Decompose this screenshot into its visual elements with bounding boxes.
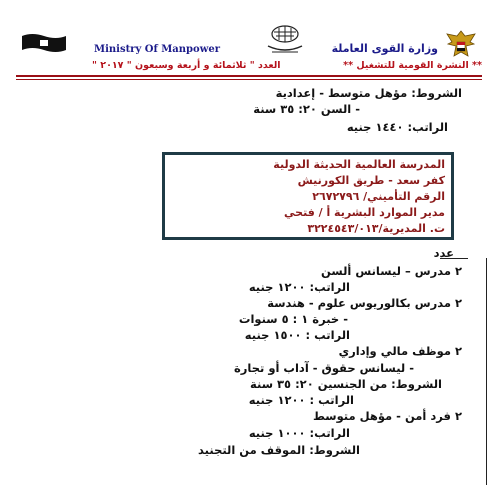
ministry-emblem-icon <box>262 20 308 60</box>
job-security-guard-conditions: الشروط: الموقف من التجنيد <box>198 443 360 457</box>
count-column-header: عدد <box>433 246 454 260</box>
job-finance-admin-conditions: الشروط: من الجنسين ٢٠: ٣٥ سنة <box>250 377 442 391</box>
employer-hr-manager: مدير الموارد البشرية أ / فتحي <box>284 206 445 219</box>
employer-info-box <box>162 152 454 240</box>
employer-address: كفر سعد - طريق الكورنيش <box>297 174 445 187</box>
issue-number: العدد " ثلاثمائة و أربعة وسبعون " ٢٠١٧ " <box>92 60 281 71</box>
header-divider-thin <box>16 79 482 80</box>
job-finance-admin: ٢ موظف مالي وإداري <box>338 344 462 358</box>
employer-insurance-number: الرقم التأميني/ ٢٦٧٢٧٩٦ <box>312 190 445 203</box>
job-teacher-languages: ٢ مدرس – ليسانس ألسن <box>321 264 462 278</box>
first-ad-conditions: الشروط: مؤهل متوسط - إعدادية <box>275 86 462 100</box>
first-ad-age: - السن ٢٠: ٣٥ سنة <box>253 102 360 116</box>
egypt-eagle-icon <box>444 28 478 60</box>
job-teacher-languages-salary: الراتب: ١٢٠٠ جنيه <box>248 280 350 294</box>
ministry-name-english: Ministry Of Manpower <box>94 44 220 55</box>
job-security-guard-salary: الراتب: ١٠٠٠ جنيه <box>248 426 350 440</box>
first-ad-salary: الراتب: ١٤٤٠ جنيه <box>346 120 448 134</box>
count-header-underline <box>440 258 468 259</box>
page-right-border <box>486 258 487 485</box>
job-finance-admin-qualification: - ليسانس حقوق - آداب أو تجارة <box>234 361 414 375</box>
job-finance-admin-salary: الراتب : ١٢٠٠ جنيه <box>248 393 354 407</box>
job-security-guard: ٢ فرد أمن - مؤهل متوسط <box>312 409 462 423</box>
job-teacher-science-salary: الراتب : ١٥٠٠ جنيه <box>244 328 350 342</box>
employer-name: المدرسة العالمية الحديثة الدولية <box>273 158 445 171</box>
job-teacher-science-experience: - خبرة ١ : ٥ سنوات <box>238 312 348 326</box>
ministry-name-arabic: وزارة القوى العاملة <box>331 42 438 55</box>
bulletin-title: ** النشرة القومية للتشغيل ** <box>343 60 482 71</box>
flag-logo-icon <box>20 32 68 54</box>
header-divider <box>16 75 482 77</box>
employer-directorate-phone: ت. المديرية/٣٢٢٤٥٤٣/٠١٣ <box>307 222 445 235</box>
job-teacher-science: ٢ مدرس بكالوريوس علوم - هندسة <box>267 296 462 310</box>
